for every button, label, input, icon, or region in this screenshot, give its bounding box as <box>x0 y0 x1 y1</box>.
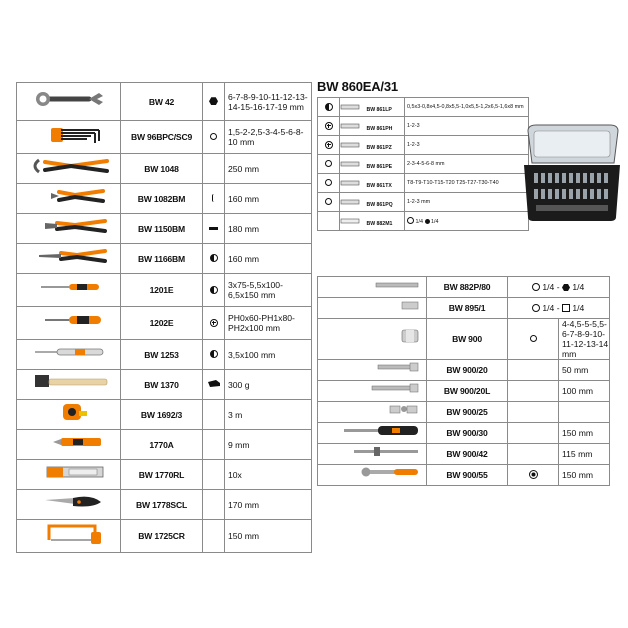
bit-code: BW 861LP <box>366 107 392 113</box>
tool-size: 3 m <box>225 400 312 430</box>
table-row <box>17 214 312 244</box>
set-title: BW 860EA/31 <box>317 79 398 94</box>
table-row <box>318 360 610 381</box>
tool-size: 150 mm <box>559 465 610 486</box>
tool-code: BW 900/42 <box>427 444 508 465</box>
snap-off-knife-icon <box>17 430 120 454</box>
table-row <box>318 136 529 155</box>
diagonal-cutters-icon <box>17 184 120 208</box>
tool-code: BW 1778SCL <box>121 490 203 520</box>
water-pump-pliers-icon <box>17 154 120 178</box>
table-row <box>318 98 529 117</box>
blade-dispenser-icon <box>17 460 120 484</box>
universal-joint-icon <box>318 402 426 417</box>
bit-code: BW 861PE <box>366 164 393 170</box>
tape-measure-icon <box>17 400 120 424</box>
tool-size: 1,5-2-2,5-3-4-5-6-8-10 mm <box>225 121 312 154</box>
bit-icon <box>340 180 362 186</box>
tool-code: BW 42 <box>121 83 203 121</box>
bit-icon <box>340 161 362 167</box>
tool-code: BW 900/20L <box>427 381 508 402</box>
circle-icon <box>532 283 540 291</box>
table-row <box>17 340 312 370</box>
bit-code: BW 861PQ <box>366 202 393 208</box>
table-row <box>17 274 312 307</box>
slot-icon <box>203 214 225 244</box>
table-row <box>318 155 529 174</box>
tool-code: BW 900 <box>427 319 508 360</box>
folding-knife-icon <box>17 490 120 514</box>
drive-size: 1/4 <box>415 218 423 225</box>
half-circle-icon <box>203 274 225 307</box>
tool-size: 160 mm <box>225 244 312 274</box>
circle-icon <box>318 155 340 174</box>
tool-code: BW 882P/80 <box>427 277 508 298</box>
bit-size: 2-3-4-5-6-8 mm <box>405 155 529 174</box>
circle-icon <box>203 121 225 154</box>
bit-set-table <box>317 97 529 231</box>
table-row <box>17 430 312 460</box>
table-row <box>17 400 312 430</box>
junior-hacksaw-icon <box>17 520 120 547</box>
bit-code: BW 861TX <box>366 183 392 189</box>
tool-code: BW 1166BM <box>121 244 203 274</box>
half-circle-icon <box>318 98 340 117</box>
table-row <box>318 381 610 402</box>
tool-code: BW 1082BM <box>121 184 203 214</box>
hex-key-set-icon <box>17 121 120 148</box>
phillips-screwdriver-icon <box>17 307 120 334</box>
extension-bar-icon <box>318 381 426 396</box>
bit-case-icon <box>522 121 622 225</box>
tool-size: 170 mm <box>225 490 312 520</box>
hammer-icon <box>17 370 120 394</box>
tool-code: BW 900/20 <box>427 360 508 381</box>
tool-list-table <box>16 82 312 553</box>
table-row: BW 895/1 1/4 - 1/4 <box>318 298 610 319</box>
tool-code: BW 1253 <box>121 340 203 370</box>
table-row <box>318 193 529 212</box>
drive-icon <box>508 465 559 486</box>
hex-icon <box>562 284 570 291</box>
table-row <box>318 174 529 193</box>
table-row: BW 882P/80 1/4 - 1/4 <box>318 277 610 298</box>
drive-size: 1/4 <box>431 218 439 225</box>
tool-size: 10x <box>225 460 312 490</box>
table-row <box>318 117 529 136</box>
tool-size: 115 mm <box>559 444 610 465</box>
bit-holder-icon <box>318 277 426 292</box>
tool-size: 250 mm <box>225 154 312 184</box>
tool-size: 300 g <box>225 370 312 400</box>
dot-icon <box>425 219 430 224</box>
tool-size: PH0x60-PH1x80-PH2x100 mm <box>225 307 312 340</box>
table-row <box>17 520 312 553</box>
combination-wrench-icon <box>17 83 120 115</box>
table-row <box>318 423 610 444</box>
bit-code: BW 882M1 <box>366 221 393 227</box>
tool-size: 100 mm <box>559 381 610 402</box>
table-row <box>17 370 312 400</box>
tool-code: BW 1048 <box>121 154 203 184</box>
table-row <box>318 465 610 486</box>
drive-size: 1/4 <box>542 282 555 292</box>
tool-code: 1201E <box>121 274 203 307</box>
bit-size: 1-2-3 <box>405 117 529 136</box>
bracket-icon <box>203 184 225 214</box>
table-row <box>318 319 610 360</box>
adaptor-icon <box>318 298 426 313</box>
tool-code: BW 900/55 <box>427 465 508 486</box>
tool-code: BW 1150BM <box>121 214 203 244</box>
tool-code: BW 96BPC/SC9 <box>121 121 203 154</box>
tool-size: 150 mm <box>225 520 312 553</box>
bit-code: BW 861PZ <box>366 145 392 151</box>
socket-icon <box>318 324 426 349</box>
tool-size: 4-4,5-5-5,5-6-7-8-9-10-11-12-13-14 mm <box>559 319 610 360</box>
bit-size: 1-2-3 mm <box>405 193 529 212</box>
bit-size: 0,5x3-0,8x4,5-0,8x5,5-1,0x5,5-1,2x6,5-1,6x8 mm <box>405 98 529 117</box>
circle-icon <box>318 174 340 193</box>
tool-code: BW 1770RL <box>121 460 203 490</box>
bit-icon <box>340 199 362 205</box>
tool-image <box>17 83 121 121</box>
square-icon <box>562 304 570 312</box>
tool-size: 3x75-5,5x100-6,5x150 mm <box>225 274 312 307</box>
circle-icon <box>508 319 559 360</box>
table-row <box>318 212 529 231</box>
ratchet-icon <box>318 465 426 480</box>
circle-icon <box>532 304 540 312</box>
tool-size: 6-7-8-9-10-11-12-13-14-15-16-17-19 mm <box>225 83 312 121</box>
tool-size: 180 mm <box>225 214 312 244</box>
tool-size: 160 mm <box>225 184 312 214</box>
tool-size <box>559 402 610 423</box>
spinner-handle-icon <box>318 423 426 438</box>
long-nose-pliers-icon <box>17 244 120 268</box>
hammer-head-icon <box>203 370 225 400</box>
tool-code: BW 895/1 <box>427 298 508 319</box>
drive-size: 1/4 <box>572 303 585 313</box>
bit-size: 1-2-3 <box>405 136 529 155</box>
bit-code: BW 861PH <box>366 126 393 132</box>
drive-size: 1/4 <box>572 282 585 292</box>
slotted-screwdriver-icon <box>17 274 120 301</box>
drive-size: 1/4 <box>542 303 555 313</box>
circle-icon <box>407 217 414 224</box>
tool-code: BW 1692/3 <box>121 400 203 430</box>
voltage-tester-icon <box>17 340 120 364</box>
tool-code: BW 1725CR <box>121 520 203 553</box>
circle-icon <box>318 193 340 212</box>
socket-table <box>317 276 610 486</box>
table-row <box>17 83 312 121</box>
table-row <box>17 121 312 154</box>
tool-size: 50 mm <box>559 360 610 381</box>
combination-pliers-icon <box>17 214 120 238</box>
extension-bar-icon <box>318 360 426 375</box>
table-row <box>17 154 312 184</box>
bit-icon <box>340 104 362 110</box>
table-row <box>17 460 312 490</box>
table-row <box>17 490 312 520</box>
tool-code: BW 900/30 <box>427 423 508 444</box>
tool-code: 1770A <box>121 430 203 460</box>
hex-icon <box>203 83 225 121</box>
bit-size: T8-T9-T10-T15-T20 T25-T27-T30-T40 <box>405 174 529 193</box>
tool-size: 9 mm <box>225 430 312 460</box>
bit-holder-icon <box>340 218 362 224</box>
bit-icon <box>340 123 362 129</box>
tool-size: 3,5x100 mm <box>225 340 312 370</box>
table-row <box>318 402 610 423</box>
table-row <box>318 444 610 465</box>
half-circle-icon <box>203 340 225 370</box>
t-handle-icon <box>318 444 426 459</box>
table-row <box>17 244 312 274</box>
table-row <box>17 307 312 340</box>
plus-circle-icon <box>318 117 340 136</box>
bit-icon <box>340 142 362 148</box>
tool-code: 1202E <box>121 307 203 340</box>
half-circle-icon <box>203 244 225 274</box>
plus-circle-icon <box>318 136 340 155</box>
tool-size: 150 mm <box>559 423 610 444</box>
table-row <box>17 184 312 214</box>
plus-circle-icon <box>203 307 225 340</box>
tool-code: BW 1370 <box>121 370 203 400</box>
tool-code: BW 900/25 <box>427 402 508 423</box>
